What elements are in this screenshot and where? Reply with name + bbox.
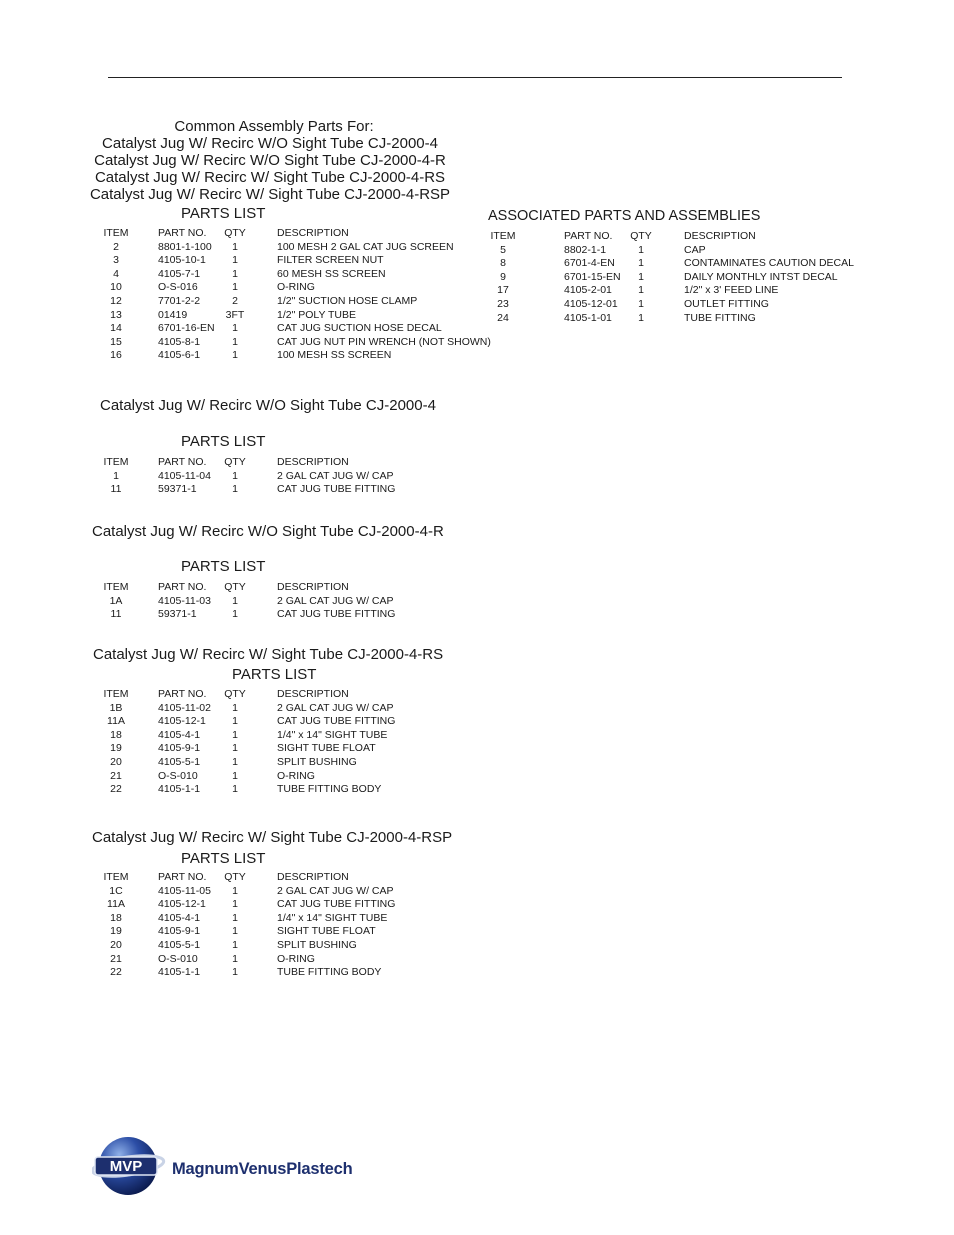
cell-item: 17 bbox=[497, 284, 509, 297]
cell-description: CONTAMINATES CAUTION DECAL bbox=[684, 257, 854, 270]
cell-item: 16 bbox=[110, 349, 122, 362]
cell-item: 14 bbox=[110, 322, 122, 335]
cell-item: 19 bbox=[110, 925, 122, 938]
table-row bbox=[98, 349, 498, 363]
common-parts-list-title: PARTS LIST bbox=[181, 205, 266, 222]
cell-part-no: 01419 bbox=[158, 308, 188, 321]
cell-description: 1/2" SUCTION HOSE CLAMP bbox=[277, 294, 418, 307]
cj2000-4-rs-header: Catalyst Jug W/ Recirc W/ Sight Tube CJ-2000-4-RS bbox=[93, 646, 444, 663]
cell-qty: QTY bbox=[224, 688, 246, 700]
mvp-logo bbox=[92, 1135, 382, 1197]
table-row bbox=[485, 244, 865, 258]
cell-qty: 1 bbox=[232, 267, 238, 280]
cell-qty: 1 bbox=[232, 608, 238, 621]
cell-part-no: 4105-9-1 bbox=[158, 742, 201, 755]
table-row bbox=[98, 742, 498, 756]
cell-description: CAT JUG NUT PIN WRENCH (NOT SHOWN) bbox=[277, 335, 491, 348]
cell-part-no: 4105-12-1 bbox=[158, 898, 206, 911]
cell-part-no: PART NO. bbox=[158, 688, 207, 700]
cell-description: CAT JUG TUBE FITTING bbox=[277, 608, 396, 621]
cell-qty: 1 bbox=[232, 240, 238, 253]
table-row bbox=[485, 271, 865, 285]
cell-item: 12 bbox=[110, 294, 122, 307]
table-row bbox=[98, 483, 498, 497]
table-header-row bbox=[485, 230, 865, 244]
cell-description: DESCRIPTION bbox=[277, 456, 349, 468]
mvp-globe-icon bbox=[92, 1135, 170, 1197]
mvp-badge-text: MVP bbox=[109, 1158, 143, 1175]
table-row bbox=[98, 241, 498, 255]
cell-qty: 1 bbox=[638, 297, 644, 310]
cell-part-no: 59371-1 bbox=[158, 483, 197, 496]
cell-part-no: 4105-7-1 bbox=[158, 267, 201, 280]
cell-qty: 1 bbox=[232, 701, 238, 714]
cell-qty: 1 bbox=[638, 243, 644, 256]
cell-description: DESCRIPTION bbox=[277, 871, 349, 883]
cell-item: 5 bbox=[500, 243, 506, 256]
cell-part-no: 4105-12-1 bbox=[158, 715, 206, 728]
table-row bbox=[98, 898, 498, 912]
cell-item: 24 bbox=[497, 311, 509, 324]
cell-qty: 1 bbox=[232, 254, 238, 267]
cell-description: 2 GAL CAT JUG W/ CAP bbox=[277, 701, 394, 714]
cell-item: 4 bbox=[113, 267, 119, 280]
cell-description: DESCRIPTION bbox=[277, 227, 349, 239]
cell-part-no: PART NO. bbox=[158, 456, 207, 468]
cell-item: 8 bbox=[500, 257, 506, 270]
cell-qty: QTY bbox=[224, 871, 246, 883]
cell-description: 2 GAL CAT JUG W/ CAP bbox=[277, 594, 394, 607]
table-row bbox=[98, 715, 498, 729]
table-header-row bbox=[98, 871, 498, 885]
cell-part-no: 4105-5-1 bbox=[158, 755, 201, 768]
cell-description: CAP bbox=[684, 243, 706, 256]
cell-item: 21 bbox=[110, 952, 122, 965]
cell-qty: 1 bbox=[232, 281, 238, 294]
cell-part-no: O-S-010 bbox=[158, 769, 198, 782]
cell-qty: 1 bbox=[232, 755, 238, 768]
cell-description: DESCRIPTION bbox=[684, 230, 756, 242]
cell-qty: 1 bbox=[232, 469, 238, 482]
cj2000-4-rs-parts-table bbox=[98, 688, 498, 797]
cell-part-no: 4105-1-01 bbox=[564, 311, 612, 324]
company-name: MagnumVenusPlastech bbox=[172, 1160, 353, 1178]
cell-description: SIGHT TUBE FLOAT bbox=[277, 925, 376, 938]
table-row bbox=[98, 322, 498, 336]
header-rule bbox=[108, 77, 842, 78]
common-parts-table bbox=[98, 227, 498, 363]
cell-part-no: 6701-16-EN bbox=[158, 322, 215, 335]
cell-description: 1/4" x 14" SIGHT TUBE bbox=[277, 911, 388, 924]
table-row bbox=[98, 770, 498, 784]
cell-description: FILTER SCREEN NUT bbox=[277, 254, 384, 267]
table-row bbox=[485, 312, 865, 326]
cell-description: TUBE FITTING bbox=[684, 311, 756, 324]
cell-description: DESCRIPTION bbox=[277, 581, 349, 593]
cell-part-no: 7701-2-2 bbox=[158, 294, 201, 307]
table-row bbox=[485, 284, 865, 298]
cell-part-no: 4105-11-05 bbox=[158, 884, 211, 897]
cj2000-4-rs-parts-list-title: PARTS LIST bbox=[232, 666, 317, 683]
associated-parts-table bbox=[485, 230, 865, 325]
cell-item: 13 bbox=[110, 308, 122, 321]
cell-description: TUBE FITTING BODY bbox=[277, 783, 382, 796]
table-row bbox=[98, 254, 498, 268]
cell-item: 11 bbox=[110, 608, 122, 621]
cj2000-4-rsp-parts-table bbox=[98, 871, 498, 980]
cell-part-no: O-S-010 bbox=[158, 952, 198, 965]
common-header-line-1: Common Assembly Parts For: bbox=[174, 118, 374, 135]
cell-item: 2 bbox=[113, 240, 119, 253]
cell-item: 19 bbox=[110, 742, 122, 755]
cell-qty: QTY bbox=[224, 581, 246, 593]
cell-part-no: 4105-4-1 bbox=[158, 728, 201, 741]
cell-description: SPLIT BUSHING bbox=[277, 755, 357, 768]
cell-part-no: 4105-6-1 bbox=[158, 349, 201, 362]
cell-item: ITEM bbox=[490, 230, 516, 242]
cell-item: ITEM bbox=[103, 581, 129, 593]
cell-description: DESCRIPTION bbox=[277, 688, 349, 700]
table-row bbox=[485, 298, 865, 312]
cell-qty: 1 bbox=[232, 728, 238, 741]
cell-qty: 1 bbox=[232, 925, 238, 938]
cj2000-4-rsp-header: Catalyst Jug W/ Recirc W/ Sight Tube CJ-2000-4-RSP bbox=[92, 829, 453, 846]
cell-part-no: 4105-1-1 bbox=[158, 966, 201, 979]
table-row bbox=[98, 953, 498, 967]
table-row bbox=[98, 729, 498, 743]
cell-part-no: 4105-11-03 bbox=[158, 594, 211, 607]
table-row bbox=[98, 939, 498, 953]
cell-item: 1A bbox=[109, 594, 123, 607]
cell-description: CAT JUG TUBE FITTING bbox=[277, 898, 396, 911]
cell-qty: 1 bbox=[232, 783, 238, 796]
cell-part-no: 6701-4-EN bbox=[564, 257, 615, 270]
cell-description: CAT JUG SUCTION HOSE DECAL bbox=[277, 322, 442, 335]
cell-part-no: 6701-15-EN bbox=[564, 270, 621, 283]
cell-description: 1/2" POLY TUBE bbox=[277, 308, 357, 321]
cj2000-4-r-parts-table bbox=[98, 581, 498, 622]
table-row bbox=[98, 966, 498, 980]
cell-description: 100 MESH 2 GAL CAT JUG SCREEN bbox=[277, 240, 454, 253]
cell-description: 2 GAL CAT JUG W/ CAP bbox=[277, 469, 394, 482]
cell-qty: 2 bbox=[232, 294, 238, 307]
cell-part-no: 8802-1-1 bbox=[564, 243, 607, 256]
cell-description: 1/2" x 3' FEED LINE bbox=[684, 284, 779, 297]
cell-description: 1/4" x 14" SIGHT TUBE bbox=[277, 728, 388, 741]
cell-description: CAT JUG TUBE FITTING bbox=[277, 715, 396, 728]
cj2000-4-rsp-parts-list-title: PARTS LIST bbox=[181, 850, 266, 867]
cell-description: O-RING bbox=[277, 281, 315, 294]
cell-description: DAILY MONTHLY INTST DECAL bbox=[684, 270, 838, 283]
table-row bbox=[98, 295, 498, 309]
cell-part-no: PART NO. bbox=[158, 227, 207, 239]
cell-qty: 1 bbox=[232, 322, 238, 335]
table-header-row bbox=[98, 227, 498, 241]
cell-qty: 1 bbox=[232, 938, 238, 951]
cell-part-no: 8801-1-100 bbox=[158, 240, 212, 253]
cj2000-4-r-parts-list-title: PARTS LIST bbox=[181, 558, 266, 575]
cell-qty: 1 bbox=[638, 284, 644, 297]
cell-item: ITEM bbox=[103, 227, 129, 239]
cell-part-no: 4105-11-02 bbox=[158, 701, 211, 714]
cell-qty: 3FT bbox=[225, 308, 245, 321]
cell-qty: 1 bbox=[232, 952, 238, 965]
table-row bbox=[98, 702, 498, 716]
cell-description: CAT JUG TUBE FITTING bbox=[277, 483, 396, 496]
cell-qty: 1 bbox=[232, 966, 238, 979]
associated-parts-title: ASSOCIATED PARTS AND ASSEMBLIES bbox=[488, 208, 761, 224]
cell-description: TUBE FITTING BODY bbox=[277, 966, 382, 979]
cell-description: SIGHT TUBE FLOAT bbox=[277, 742, 376, 755]
common-header-line-4: Catalyst Jug W/ Recirc W/ Sight Tube CJ-2000-4-RS bbox=[94, 169, 446, 186]
cell-item: ITEM bbox=[103, 871, 129, 883]
table-header-row bbox=[98, 581, 498, 595]
common-header-line-2: Catalyst Jug W/ Recirc W/O Sight Tube CJ-2000-4 bbox=[102, 135, 438, 152]
cell-part-no: 4105-4-1 bbox=[158, 911, 201, 924]
cell-part-no: 59371-1 bbox=[158, 608, 197, 621]
table-row bbox=[98, 608, 498, 622]
cell-qty: 1 bbox=[232, 349, 238, 362]
cell-qty: 1 bbox=[232, 594, 238, 607]
table-row bbox=[98, 783, 498, 797]
table-row bbox=[98, 268, 498, 282]
common-assembly-header bbox=[0, 118, 540, 203]
cell-item: 15 bbox=[110, 335, 122, 348]
cell-part-no: 4105-2-01 bbox=[564, 284, 612, 297]
cell-part-no: 4105-1-1 bbox=[158, 783, 201, 796]
cell-part-no: 4105-8-1 bbox=[158, 335, 201, 348]
cell-qty: 1 bbox=[232, 898, 238, 911]
cell-part-no: PART NO. bbox=[564, 230, 613, 242]
cell-item: 20 bbox=[110, 755, 122, 768]
cell-qty: 1 bbox=[638, 257, 644, 270]
cell-item: 10 bbox=[110, 281, 122, 294]
cell-item: 3 bbox=[113, 254, 119, 267]
table-row bbox=[485, 257, 865, 271]
table-row bbox=[98, 336, 498, 350]
cell-qty: QTY bbox=[224, 227, 246, 239]
cell-description: 2 GAL CAT JUG W/ CAP bbox=[277, 884, 394, 897]
table-row bbox=[98, 470, 498, 484]
cell-description: SPLIT BUSHING bbox=[277, 938, 357, 951]
cell-part-no: PART NO. bbox=[158, 871, 207, 883]
cj2000-4-header: Catalyst Jug W/ Recirc W/O Sight Tube CJ-2000-4 bbox=[100, 397, 436, 414]
cell-qty: 1 bbox=[232, 911, 238, 924]
cell-item: 21 bbox=[110, 769, 122, 782]
cell-item: ITEM bbox=[103, 456, 129, 468]
table-row bbox=[98, 925, 498, 939]
cell-item: 22 bbox=[110, 783, 122, 796]
cell-item: 1B bbox=[109, 701, 123, 714]
cj2000-4-parts-list-title: PARTS LIST bbox=[181, 433, 266, 450]
table-row bbox=[98, 756, 498, 770]
cell-part-no: PART NO. bbox=[158, 581, 207, 593]
cell-part-no: 4105-11-04 bbox=[158, 469, 211, 482]
cell-item: 1 bbox=[113, 469, 119, 482]
common-header-line-5: Catalyst Jug W/ Recirc W/ Sight Tube CJ-2000-4-RSP bbox=[89, 186, 451, 203]
cell-qty: QTY bbox=[630, 230, 652, 242]
table-header-row bbox=[98, 688, 498, 702]
table-row bbox=[98, 281, 498, 295]
cell-item: ITEM bbox=[103, 688, 129, 700]
cell-part-no: 4105-12-01 bbox=[564, 297, 618, 310]
cell-description: 60 MESH SS SCREEN bbox=[277, 267, 386, 280]
cell-qty: 1 bbox=[638, 270, 644, 283]
cell-part-no: 4105-9-1 bbox=[158, 925, 201, 938]
cell-item: 11 bbox=[110, 483, 122, 496]
cell-qty: QTY bbox=[224, 456, 246, 468]
cell-item: 1C bbox=[109, 884, 123, 897]
cell-item: 11A bbox=[107, 898, 125, 911]
cell-qty: 1 bbox=[232, 715, 238, 728]
cell-description: O-RING bbox=[277, 952, 315, 965]
cell-qty: 1 bbox=[232, 335, 238, 348]
cell-description: O-RING bbox=[277, 769, 315, 782]
cell-qty: 1 bbox=[232, 742, 238, 755]
cell-qty: 1 bbox=[232, 769, 238, 782]
cell-item: 11A bbox=[107, 715, 125, 728]
table-row bbox=[98, 912, 498, 926]
table-row bbox=[98, 309, 498, 323]
table-row bbox=[98, 885, 498, 899]
cell-item: 9 bbox=[500, 270, 506, 283]
cj2000-4-parts-table bbox=[98, 456, 498, 497]
cell-item: 23 bbox=[497, 297, 509, 310]
cell-item: 20 bbox=[110, 938, 122, 951]
common-header-line-3: Catalyst Jug W/ Recirc W/O Sight Tube CJ-2000-4-R bbox=[94, 152, 446, 169]
table-header-row bbox=[98, 456, 498, 470]
cell-part-no: 4105-5-1 bbox=[158, 938, 201, 951]
cell-description: OUTLET FITTING bbox=[684, 297, 769, 310]
cj2000-4-r-header: Catalyst Jug W/ Recirc W/O Sight Tube CJ-2000-4-R bbox=[92, 523, 444, 540]
cell-item: 18 bbox=[110, 728, 122, 741]
cell-qty: 1 bbox=[232, 884, 238, 897]
cell-qty: 1 bbox=[232, 483, 238, 496]
cell-item: 18 bbox=[110, 911, 122, 924]
cell-part-no: O-S-016 bbox=[158, 281, 198, 294]
cell-part-no: 4105-10-1 bbox=[158, 254, 206, 267]
cell-description: 100 MESH SS SCREEN bbox=[277, 349, 392, 362]
table-row bbox=[98, 595, 498, 609]
cell-qty: 1 bbox=[638, 311, 644, 324]
cell-item: 22 bbox=[110, 966, 122, 979]
